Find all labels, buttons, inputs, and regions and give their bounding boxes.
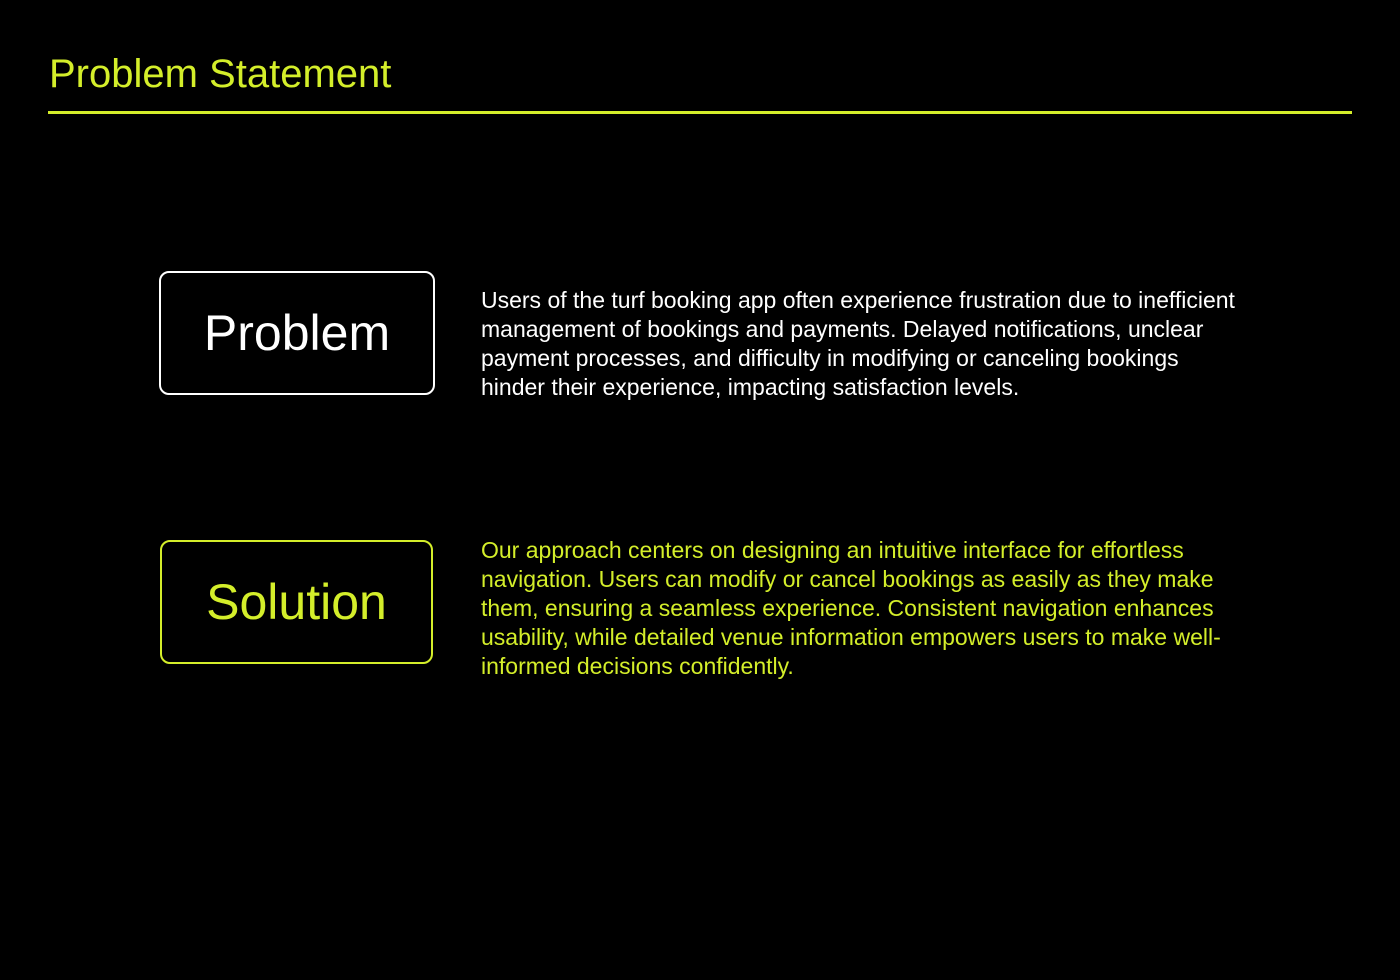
page-title: Problem Statement xyxy=(49,52,392,96)
problem-label-box xyxy=(159,271,435,395)
solution-description: Our approach centers on designing an intuitive interface for effortless navigation. Users can modify or cancel bookings as easily as they make them, ensuring a seamless experience. Consistent navigation enhances usability, while detailed venue information empowers users to make well-informed decisions confidently. xyxy=(481,537,1221,679)
problem-label: Problem xyxy=(203,305,391,361)
problem-description: Users of the turf booking app often experience frustration due to inefficient management of bookings and payments. Delayed notifications, unclear payment processes, and difficulty in modifying or canceling bookings hinder their experience, impacting satisfaction levels. xyxy=(481,287,1235,400)
solution-label-box xyxy=(160,540,433,664)
title-divider xyxy=(48,111,1352,114)
solution-label: Solution xyxy=(206,574,387,630)
